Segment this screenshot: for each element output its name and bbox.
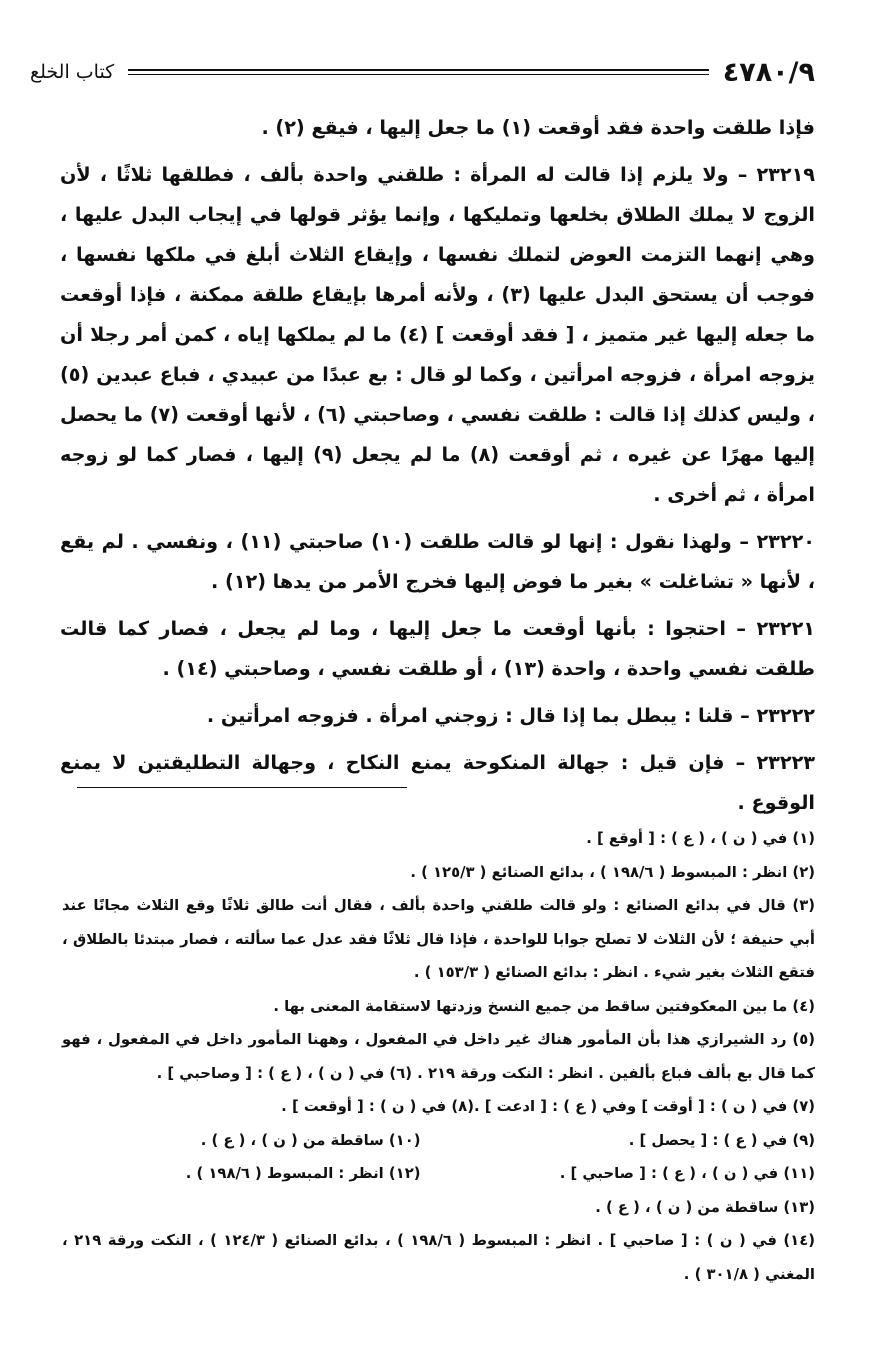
footnote-pair: [62, 1157, 815, 1191]
footnote-separator: [77, 787, 407, 788]
footnote: (٥) رد الشيرازي هذا بأن المأمور هناك غير داخل في المفعول ، وههنا المأمور داخل في المفعول ، فهو كما قال بع بألف فباع بألفين . انظر : النكت ورقة ٢١٩ . (٦) في ( ن ) ، ( ع ) : [ وصاحبي ] .: [62, 1031, 815, 1082]
footnote: (١٠) ساقطة من ( ن ) ، ( ع ) .: [200, 1131, 421, 1149]
footnote: (١) في ( ن ) ، ( ع ) : [ أوقع ] .: [586, 830, 815, 847]
paragraph: ٢٣٢٢٢ – قلنا : يبطل بما إذا قال : زوجني امرأة . فزوجه امرأتين .: [206, 704, 815, 727]
footnote: (١٢) انظر : المبسوط ( ١٩٨/٦ ) .: [185, 1165, 421, 1182]
footnote: (١٤) في ( ن ) : [ صاحبي ] . انظر : المبسوط ( ١٩٨/٦ ) ، بدائع الصنائع ( ١٢٤/٣ ) ، النكت ورقة ٢١٩ ، المغني ( ٣٠١/٨ ) .: [62, 1232, 815, 1283]
main-text: [60, 108, 815, 830]
header-rule: [128, 69, 709, 75]
book-title: كتاب الخلع: [30, 61, 115, 83]
footnote: (٣) قال في بدائع الصنائع : ولو قالت طلقني واحدة بألف ، فقال أنت طالق ثلاثًا وقع الثلاث مجانًا عند أبي حنيفة ؛ لأن الثلاث لا تصلح جوابا للواحدة ، فإذا قال ثلاثًا فقد عدل عما سألته ، فصار مبتدئا بالطلاق ، فتقع الثلاث بغير شيء . انظر : بدائع الصنائع ( ١٥٣/٣ ) .: [62, 897, 815, 981]
footnote: (٢) انظر : المبسوط ( ١٩٨/٦ ) ، بدائع الصنائع ( ١٢٥/٣ ) .: [410, 863, 815, 881]
page-number: ٤٧٨٠/٩: [722, 56, 815, 88]
footnote: (١٣) ساقطة من ( ن ) ، ( ع ) .: [595, 1198, 815, 1216]
footnotes: [62, 822, 815, 1291]
paragraph: ٢٣٢٢٣ – فإن قيل : جهالة المنكوحة يمنع النكاح ، وجهالة التطليقتين لا يمنع الوقوع .: [60, 751, 815, 814]
paragraph: ٢٣٢١٩ – ولا يلزم إذا قالت له المرأة : طلقني واحدة بألف ، فطلقها ثلاثًا ، لأن الزوج لا يملك الطلاق بخلعها وتمليكها ، وإنما يؤثر قولها في إيجاب البدل عليها ، وهي إنهما التزمت العوض لتملك نفسها ، وإيقاع الثلاث أبلغ في ملكها نفسها ، فوجب أن يستحق البدل عليها (٣) ، ولأنه أمرها بإيقاع طلقة ممكنة ، فإذا أوقعت ما جعله إليها غير متميز ، [ فقد أوقعت ] (٤) ما لم يملكها إياه ، كمن أمر رجلا أن يزوجه امرأة ، فزوجه امرأتين ، وكما لو قال : بع عبدًا من عبيدي ، فباع عبدين (٥) ، وليس كذلك إذا قالت : طلقت نفسي ، وصاحبتي (٦) ، لأنها أوقعت (٧) ما يحصل إليها مهرًا عن غيره ، ثم أوقعت (٨) ما لم يجعل (٩) إليها ، فصار كما لو زوجه امرأة ، ثم أخرى .: [60, 163, 816, 506]
paragraph: ٢٣٢٢١ – احتجوا : بأنها أوقعت ما جعل إليها ، وما لم يجعل ، فصار كما قالت طلقت نفسي واحدة ، واحدة (١٣) ، أو طلقت نفسي ، وصاحبتي (١٤) .: [60, 617, 815, 680]
footnote: (٤) ما بين المعكوفتين ساقط من جميع النسخ وزدتها لاستقامة المعنى بها .: [273, 997, 815, 1015]
footnote: (٩) في ( ع ) : [ يحصل ] .: [628, 1131, 815, 1149]
paragraph: ٢٣٢٢٠ – ولهذا نقول : إنها لو قالت طلقت (١٠) صاحبتي (١١) ، ونفسي . لم يقع ، لأنها « تشاغلت » بغير ما فوض إليها فخرج الأمر من يدها (١٢) .: [60, 530, 815, 593]
paragraph: فإذا طلقت واحدة فقد أوقعت (١) ما جعل إليها ، فيقع (٢) .: [261, 116, 815, 139]
footnote-pair: [62, 1124, 815, 1158]
footnote: (٧) في ( ن ) : [ أوقت ] وفي ( ع ) : [ ادعت ] .(٨) في ( ن ) : [ أوقعت ] .: [281, 1098, 815, 1115]
footnote: (١١) في ( ن ) ، ( ع ) : [ صاحبي ] .: [559, 1165, 815, 1182]
page-header: [30, 52, 815, 92]
